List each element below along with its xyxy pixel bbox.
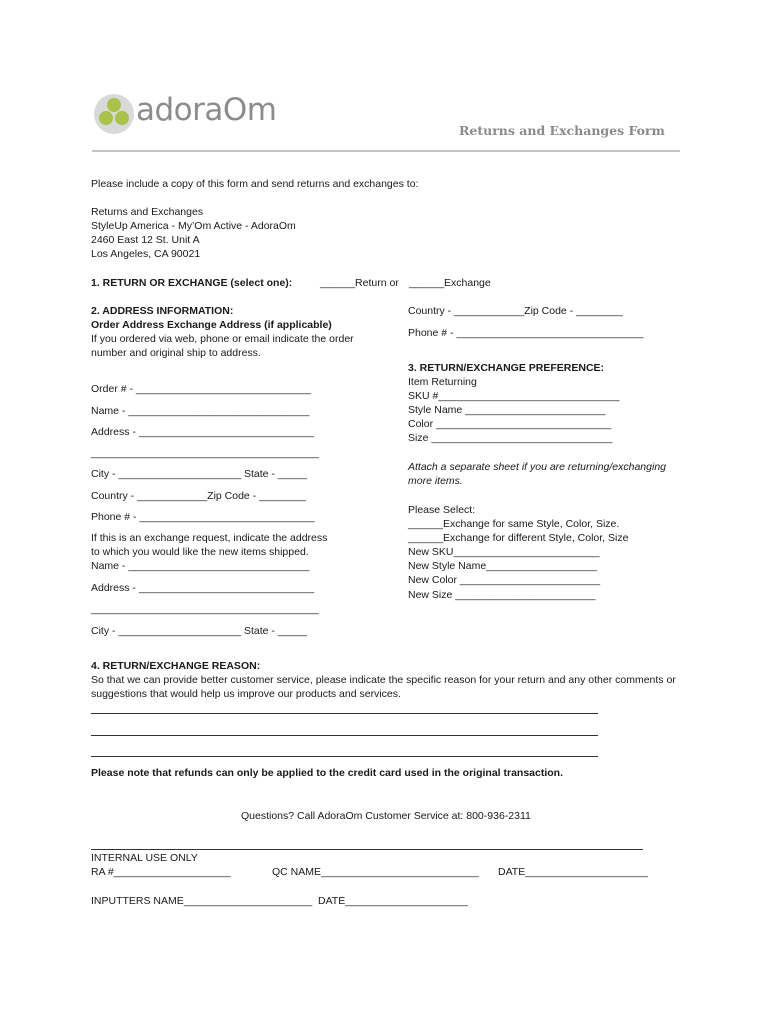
refund-note: Please note that refunds can only be applied to the credit card used in the original transaction. [91,767,564,779]
intro-text: Please include a copy of this form and send returns and exchanges to: [91,178,419,190]
exchange-address-note-2: to which you would like the new items shipped. [91,546,309,558]
right-country-zip-field[interactable]: Country - ____________Zip Code - ________ [408,305,623,317]
please-select-label: Please Select: [408,504,476,516]
ra-field[interactable]: RA #____________________ [91,866,231,878]
ship-city-state-field[interactable]: City - _____________________ State - _____ [91,625,308,637]
section4-text-1: So that we can provide better customer service, please indicate the specific reason for your return and any other comments or [91,674,676,686]
section2-note-2: number and original ship to address. [91,347,261,359]
section2-note-1: If you ordered via web, phone or email indicate the order [91,333,354,345]
exchange-different-option[interactable]: ______Exchange for different Style, Color, Size [408,532,629,544]
ship-address-field[interactable]: Address - ______________________________ [91,582,315,594]
sku-field[interactable]: SKU #_______________________________ [408,390,620,402]
exchange-address-note-1: If this is an exchange request, indicate the address [91,532,328,544]
reason-line-1[interactable] [91,713,598,714]
ship-address-field-line2[interactable]: _______________________________________ [91,603,319,615]
form-title: Returns and Exchanges Form [459,123,665,138]
inputters-name-field[interactable]: INPUTTERS NAME______________________ [91,895,313,907]
exchange-option-field[interactable]: ______Exchange [409,277,491,289]
internal-divider [91,849,643,850]
address-field[interactable]: Address - ______________________________ [91,426,315,438]
address-line-4: Los Angeles, CA 90021 [91,248,201,260]
reason-line-3[interactable] [91,756,598,757]
order-number-field[interactable]: Order # - ______________________________ [91,383,312,395]
phone-field[interactable]: Phone # - ______________________________ [91,511,315,523]
qc-name-field[interactable]: QC NAME___________________________ [272,866,479,878]
section4-text-2: suggestions that would help us improve our products and services. [91,688,401,700]
internal-use-title: INTERNAL USE ONLY [91,852,198,864]
date-field-2[interactable]: DATE_____________________ [318,895,468,907]
section3-title: 3. RETURN/EXCHANGE PREFERENCE: [408,362,605,374]
section2-subtitle: Order Address Exchange Address (if applicable) [91,319,332,331]
style-name-field[interactable]: Style Name ________________________ [408,404,606,416]
country-zip-field[interactable]: Country - ____________Zip Code - ________ [91,490,306,502]
attach-sheet-note-2: more items. [408,475,463,487]
reason-line-2[interactable] [91,735,598,736]
section4-title: 4. RETURN/EXCHANGE REASON: [91,660,261,672]
right-phone-field[interactable]: Phone # - ________________________________ [408,327,644,339]
questions-text: Questions? Call AdoraOm Customer Service at: 800-936-2311 [241,810,531,822]
address-field-line2[interactable]: _______________________________________ [91,447,319,459]
return-option-field[interactable]: ______Return or [320,277,399,289]
section1-title: 1. RETURN OR EXCHANGE (select one): [91,277,293,289]
logo-wordmark: adoraOm [136,92,277,128]
title-divider [92,150,680,152]
new-color-field[interactable]: New Color ________________________ [408,574,601,586]
address-line-1: Returns and Exchanges [91,206,204,218]
new-size-field[interactable]: New Size ________________________ [408,589,596,601]
attach-sheet-note-1: Attach a separate sheet if you are returning/exchanging [408,461,666,473]
address-line-2: StyleUp America - My’Om Active - AdoraOm [91,220,296,232]
item-returning-label: Item Returning [408,376,477,388]
size-field[interactable]: Size _______________________________ [408,432,613,444]
date-field-1[interactable]: DATE_____________________ [498,866,648,878]
exchange-same-option[interactable]: ______Exchange for same Style, Color, Size. [408,518,620,530]
new-sku-field[interactable]: New SKU_________________________ [408,546,600,558]
new-style-name-field[interactable]: New Style Name___________________ [408,560,598,572]
address-line-3: 2460 East 12 St. Unit A [91,234,200,246]
ship-name-field[interactable]: Name - _______________________________ [91,560,310,572]
color-field[interactable]: Color ______________________________ [408,418,612,430]
name-field[interactable]: Name - _______________________________ [91,405,310,417]
city-state-field[interactable]: City - _____________________ State - _____ [91,468,308,480]
section2-title: 2. ADDRESS INFORMATION: [91,305,234,317]
